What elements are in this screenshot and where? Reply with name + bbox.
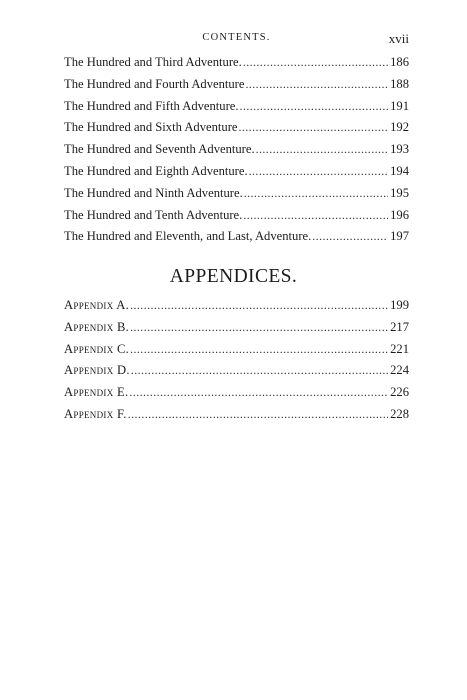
page-number: xvii — [388, 31, 409, 46]
toc-entry[interactable] — [64, 142, 409, 164]
toc-entry-page: 186 — [390, 55, 409, 69]
toc-entry-title: The Hundred and Sixth Adventure — [64, 120, 238, 135]
running-head-title: CONTENTS. — [202, 32, 271, 43]
toc-entry-title: The Hundred and Eighth Adventure. — [64, 163, 248, 178]
dot-leader — [130, 320, 388, 335]
appendix-entry-title: Appendix D. — [64, 363, 130, 378]
dot-leader — [243, 208, 388, 223]
dot-leader — [240, 99, 389, 114]
toc-entry[interactable] — [64, 120, 409, 142]
appendix-entry[interactable] — [64, 407, 409, 429]
appendix-entry-page: 224 — [390, 363, 409, 378]
contents-list — [64, 55, 409, 251]
appendix-entry[interactable] — [64, 342, 409, 364]
appendix-entry-title: Appendix C. — [64, 341, 130, 356]
dot-leader — [128, 407, 388, 422]
appendix-entry[interactable] — [64, 320, 409, 342]
appendix-entry-page: 226 — [390, 385, 409, 400]
appendix-entry-page: 221 — [390, 341, 409, 356]
toc-entry[interactable] — [64, 55, 409, 77]
dot-leader — [312, 229, 388, 244]
toc-entry-title: The Hundred and Third Adventure. — [64, 55, 242, 69]
appendix-entry-title: Appendix B. — [64, 319, 130, 334]
dot-leader — [256, 142, 389, 157]
appendix-entry-page: 199 — [390, 298, 409, 312]
dot-leader — [130, 298, 388, 313]
toc-entry[interactable] — [64, 77, 409, 99]
dot-leader — [238, 120, 388, 135]
toc-entry-page: 192 — [390, 120, 409, 135]
dot-leader — [243, 55, 388, 70]
toc-entry-title: The Hundred and Eleventh, and Last, Adventure. — [64, 229, 312, 244]
appendices-list — [64, 298, 409, 429]
appendix-entry-title: Appendix A. — [64, 298, 130, 312]
toc-entry[interactable] — [64, 208, 409, 230]
appendix-entry[interactable] — [64, 298, 409, 320]
toc-entry-title: The Hundred and Tenth Adventure. — [64, 207, 243, 222]
toc-entry-page: 191 — [390, 98, 409, 113]
toc-entry-title: The Hundred and Fifth Adventure. — [64, 98, 239, 113]
running-head — [64, 32, 409, 48]
toc-entry[interactable] — [64, 99, 409, 121]
appendix-entry[interactable] — [64, 363, 409, 385]
toc-entry[interactable] — [64, 186, 409, 208]
toc-entry-title: The Hundred and Fourth Adventure — [64, 76, 245, 91]
appendices-heading: APPENDICES. — [169, 266, 298, 287]
appendix-entry-title: Appendix F. — [64, 406, 127, 421]
toc-entry-page: 194 — [390, 163, 409, 178]
toc-entry-title: The Hundred and Ninth Adventure. — [64, 185, 243, 200]
appendix-entry[interactable] — [64, 385, 409, 407]
dot-leader — [131, 363, 388, 378]
dot-leader — [249, 164, 388, 179]
toc-entry-page: 188 — [390, 76, 409, 91]
dot-leader — [244, 186, 388, 201]
toc-entry[interactable] — [64, 164, 409, 186]
toc-entry-page: 195 — [390, 185, 409, 200]
toc-entry-page: 193 — [390, 142, 409, 157]
dot-leader — [130, 342, 388, 357]
toc-entry[interactable] — [64, 229, 409, 251]
toc-entry-title: The Hundred and Seventh Adventure. — [64, 142, 255, 157]
dot-leader — [245, 77, 388, 92]
appendix-entry-page: 217 — [390, 319, 409, 334]
dot-leader — [129, 385, 388, 400]
appendix-entry-page: 228 — [390, 406, 409, 421]
appendix-entry-title: Appendix E. — [64, 385, 129, 400]
toc-entry-page: 196 — [390, 207, 409, 222]
toc-entry-page: 197 — [390, 229, 409, 244]
